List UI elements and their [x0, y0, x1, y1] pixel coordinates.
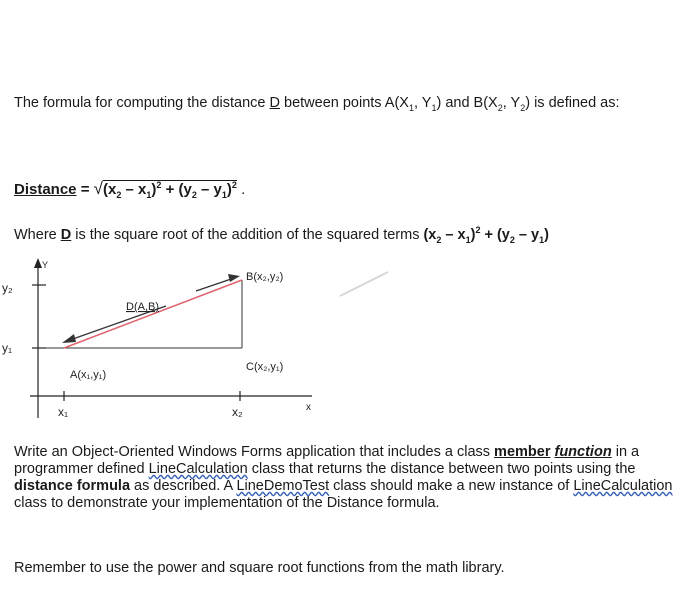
subscript: 1 [408, 102, 414, 113]
radicand [103, 180, 237, 198]
subscript: 2 [520, 102, 526, 113]
distance-formula-term: distance formula [14, 478, 131, 494]
formula-term: + (y [161, 181, 192, 198]
reminder-text: Remember to use the power and square root functions from the math library. [14, 560, 505, 576]
intro-text: , Y [413, 95, 432, 111]
point-a-label: A(x₁,y₁) [70, 369, 107, 381]
term: ) [470, 227, 476, 243]
decorative-stroke [340, 272, 388, 296]
where-text: Where [14, 227, 61, 243]
subscript: 1 [465, 234, 471, 245]
point-c-label: C(x₂,y₁) [246, 361, 284, 373]
superscript: 2 [156, 180, 162, 190]
formula-term: ) [226, 181, 232, 198]
distance-symbol: D [60, 227, 72, 243]
where-paragraph [14, 226, 694, 244]
task-text: in a programmer defined [14, 444, 640, 477]
hypotenuse-line [64, 280, 242, 348]
subscript: 2 [509, 234, 515, 245]
x-axis-label: x [306, 402, 311, 413]
arrowhead-icon [62, 334, 76, 343]
term: – x [441, 227, 466, 243]
member-keyword: member [494, 444, 551, 460]
distance-diagram [0, 250, 700, 425]
formula-term: – y [196, 181, 222, 198]
y1-label: y₁ [2, 341, 13, 355]
intro-text: ) and B(X [436, 95, 498, 111]
subscript: 2 [436, 234, 442, 245]
linecalculation-class-name: LineCalculation [573, 478, 673, 494]
subscript: 2 [497, 102, 503, 113]
intro-text: ) is defined as: [525, 95, 620, 111]
radical-symbol: √ [93, 179, 103, 198]
task-text: class should make a new instance of [329, 478, 574, 494]
intro-paragraph [14, 94, 664, 112]
distance-formula [14, 180, 245, 199]
linedemotest-class-name: LineDemoTest [236, 478, 330, 494]
formula-term: ) [151, 181, 157, 198]
distance-label: D(A,B) [126, 301, 159, 313]
term: – y [514, 227, 540, 243]
function-keyword: function [554, 444, 612, 460]
squared-terms [423, 227, 548, 243]
subscript: 1 [539, 234, 545, 245]
subscript: 2 [116, 190, 122, 200]
task-text: class to demonstrate your implementation of the Distance formula. [14, 495, 440, 511]
formula-equals: = [76, 181, 94, 198]
term: (x [423, 227, 437, 243]
term: + (y [480, 227, 510, 243]
formula-dot: . [236, 181, 246, 198]
subscript: 1 [221, 190, 227, 200]
y2-label: y₂ [2, 281, 13, 295]
term: ) [544, 227, 549, 243]
y-axis-label: Y [42, 260, 49, 270]
y-axis-arrow-icon [34, 258, 42, 268]
where-text: is the square root of the addition of the squared terms [71, 227, 424, 243]
formula-term: (x [102, 181, 117, 198]
superscript: 2 [231, 180, 237, 190]
x2-label: x₂ [232, 405, 243, 419]
task-text: class that returns the distance between two points using the [247, 461, 636, 477]
task-text: as described. A [130, 478, 237, 494]
task-paragraph [14, 444, 674, 512]
intro-text: between points A(X [279, 95, 409, 111]
x1-label: x₁ [58, 405, 69, 419]
intro-text: The formula for computing the distance [14, 95, 270, 111]
linecalculation-class-name: LineCalculation [148, 461, 248, 477]
formula-term: – x [121, 181, 147, 198]
subscript: 1 [431, 102, 437, 113]
task-text: Write an Object-Oriented Windows Forms application that includes a class [14, 444, 495, 460]
formula-label: Distance [14, 181, 77, 198]
intro-text: , Y [502, 95, 521, 111]
subscript: 1 [146, 190, 152, 200]
distance-symbol: D [269, 95, 280, 111]
point-b-label: B(x₂,y₂) [246, 271, 284, 283]
superscript: 2 [475, 225, 481, 236]
subscript: 2 [191, 190, 197, 200]
